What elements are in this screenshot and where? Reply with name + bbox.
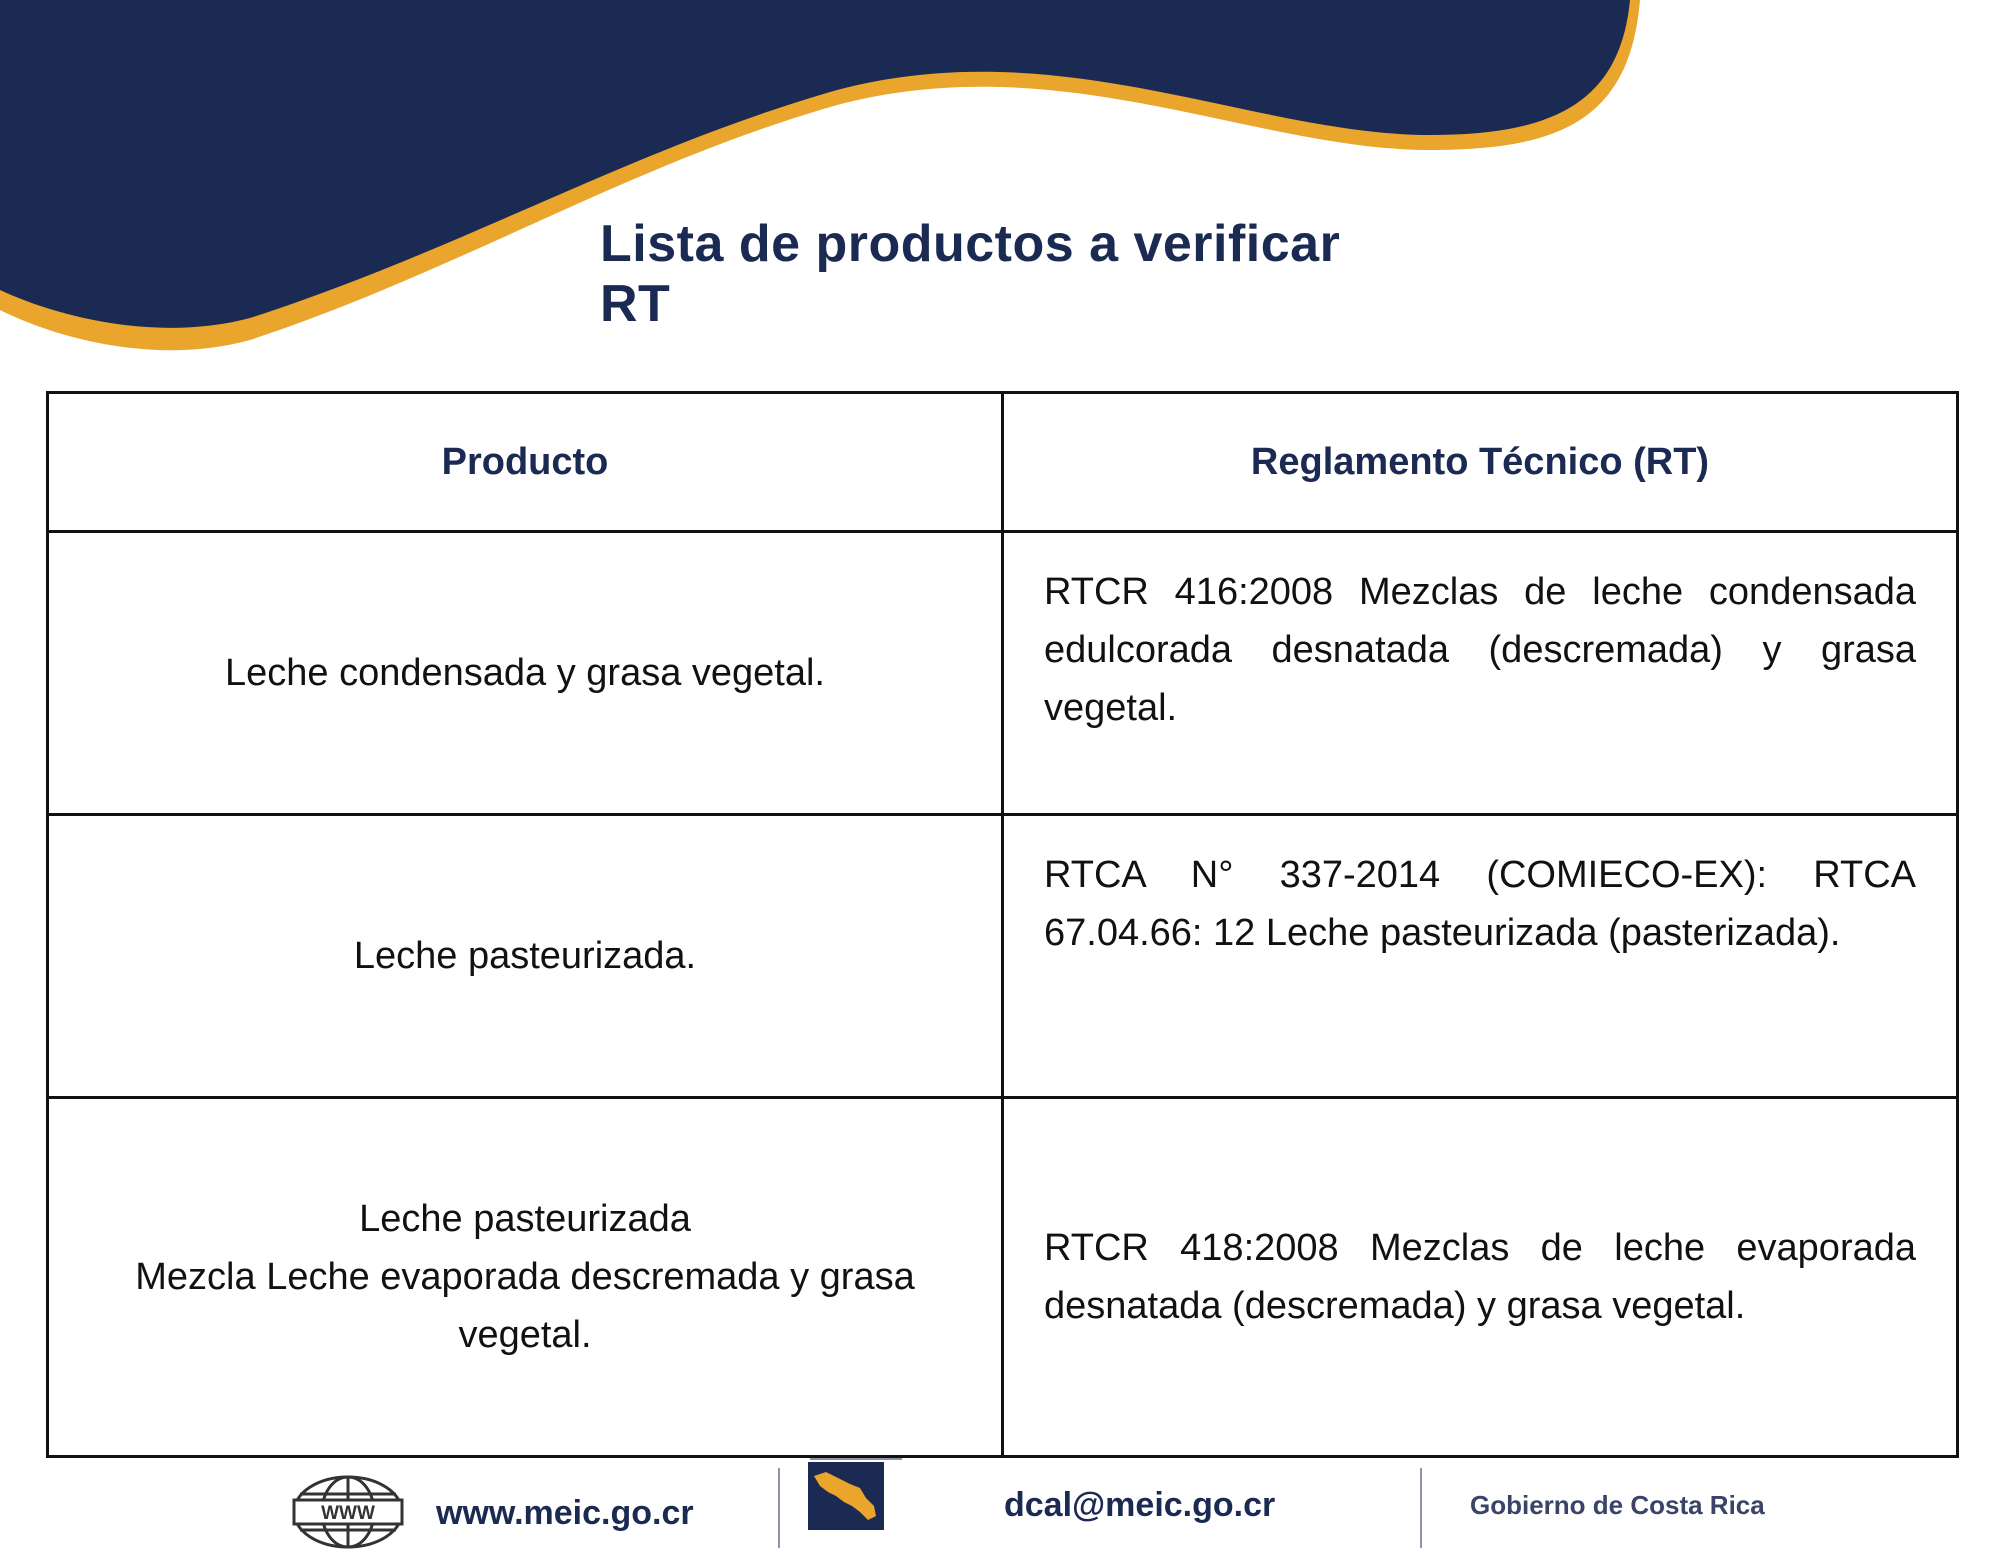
producto-cell: Leche pasteurizada. — [48, 815, 1003, 1098]
page-title: Lista de productos a verificar RT — [600, 215, 1341, 333]
producto-cell: Leche pasteurizada Mezcla Leche evaporada descremada y grasa vegetal. — [48, 1098, 1003, 1457]
table-row — [48, 815, 1958, 1098]
reglamento-cell: RTCA N° 337-2014 (COMIECO-EX): RTCA 67.04.66: 12 Leche pasteurizada (pasterizada). — [1003, 815, 1958, 1098]
reglamento-cell: RTCR 418:2008 Mezclas de leche evaporada desnatada (descremada) y grasa vegetal. — [1003, 1098, 1958, 1457]
footer — [0, 1440, 2000, 1548]
globe-label: WWW — [321, 1503, 375, 1524]
divider — [778, 1468, 780, 1548]
government-label: Gobierno de Costa Rica — [1470, 1490, 1765, 1520]
column-header-producto: Producto — [48, 393, 1003, 532]
producto-cell: Leche condensada y grasa vegetal. — [48, 532, 1003, 815]
globe-icon — [290, 1474, 406, 1550]
table-row — [48, 1098, 1958, 1457]
table-row — [48, 532, 1958, 815]
products-table — [46, 391, 1959, 1458]
reglamento-cell: RTCR 416:2008 Mezclas de leche condensada edulcorada desnatada (descremada) y grasa vegetal. — [1003, 532, 1958, 815]
email-link[interactable]: dcal@meic.go.cr — [1004, 1486, 1276, 1524]
costa-rica-map-icon — [808, 1462, 884, 1530]
flag-bar — [810, 1458, 902, 1460]
column-header-reglamento: Reglamento Técnico (RT) — [1003, 393, 1958, 532]
table-header-row — [48, 393, 1958, 532]
divider — [1420, 1468, 1422, 1548]
website-link[interactable]: www.meic.go.cr — [436, 1494, 694, 1532]
